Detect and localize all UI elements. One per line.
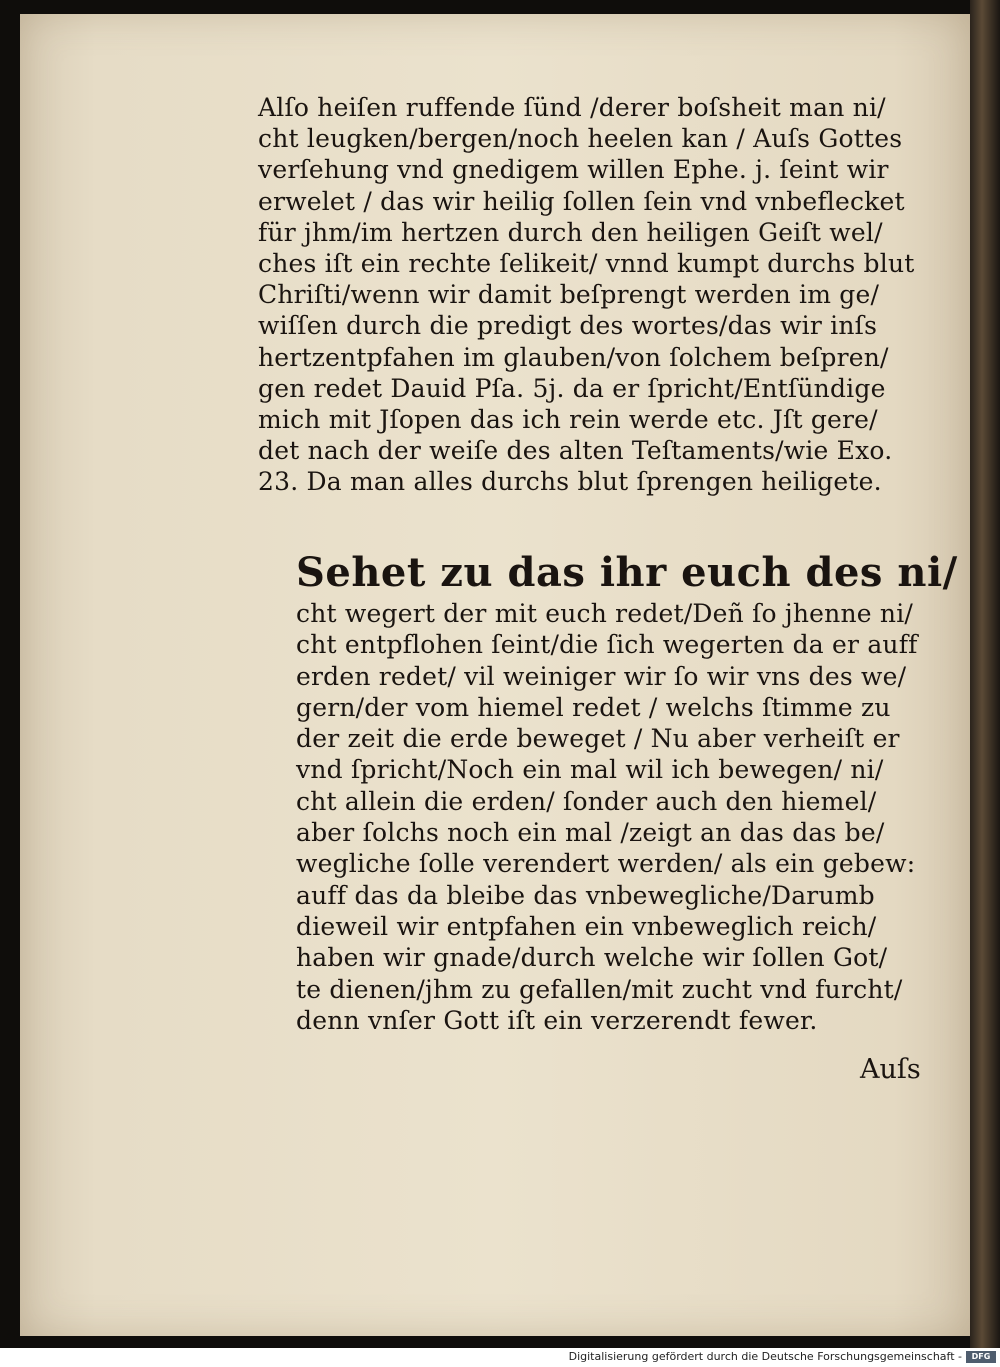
- catchword: Auſs: [860, 1054, 921, 1085]
- text-line: gern/der vom hiemel redet / welchs ſtimme zu: [296, 692, 891, 722]
- text-line: auff das da bleibe das vnbewegliche/Darumb: [296, 880, 875, 910]
- text-line: det nach der weiſe des alten Teſtaments/wie Exo.: [258, 436, 893, 466]
- text-line: wiſſen durch die predigt des wortes/das wir inſs: [258, 311, 878, 341]
- text-line: erwelet / das wir heilig ſollen ſein vnd vnbeflecket: [258, 186, 905, 216]
- text-line: te dienen/jhm zu gefallen/mit zucht vnd furcht/: [296, 974, 903, 1004]
- text-line: wegliche ſolle verendert werden/ als ein gebew:: [296, 849, 916, 879]
- page-edge: [970, 0, 1000, 1348]
- paragraph-2: [296, 548, 956, 1036]
- text-line: cht allein die erden/ ſonder auch den hiemel/: [296, 786, 877, 816]
- lead-line: Sehet zu das ihr euch des ni/: [296, 549, 958, 596]
- text-line: Alſo heiſen ruffende ſünd /derer boſsheit man ni/: [258, 93, 886, 122]
- text-line: cht entpflohen ſeint/die ſich wegerten da er auff: [296, 630, 918, 660]
- dfg-logo: DFG: [966, 1351, 996, 1363]
- text-line: Chriſti/wenn wir damit beſprengt werden im ge/: [258, 280, 880, 310]
- text-line: ches iſt ein rechte ſelikeit/ vnnd kumpt durchs blut: [258, 248, 915, 278]
- text-line: vnd ſpricht/Noch ein mal wil ich bewegen/ ni/: [296, 755, 884, 785]
- text-line: hertzentpfahen im glauben/von ſolchem beſpren/: [258, 342, 889, 372]
- text-line: für jhm/im hertzen durch den heiligen Geiſt wel/: [258, 217, 883, 247]
- text-line: der zeit die erde beweget / Nu aber verheiſt er: [296, 724, 900, 754]
- text-line: dieweil wir entpfahen ein vnbeweglich reich/: [296, 911, 877, 941]
- paragraph-1: [258, 92, 948, 497]
- footer-bar: [0, 1348, 1000, 1367]
- text-line: 23. Da man alles durchs blut ſprengen heiligete.: [258, 467, 882, 497]
- text-line: erden redet/ vil weiniger wir ſo wir vns des we/: [296, 661, 907, 691]
- funding-notice: Digitalisierung gefördert durch die Deutsche Forschungsgemeinschaft -: [568, 1350, 962, 1363]
- text-line: cht wegert der mit euch redet/Deñ ſo jhenne ni/: [296, 599, 914, 628]
- text-line: verſehung vnd gnedigem willen Ephe. j. ſeint wir: [258, 155, 889, 185]
- text-line: cht leugken/bergen/noch heelen kan / Auſs Gottes: [258, 124, 903, 154]
- text-line: gen redet Dauid Pſa. 5j. da er ſpricht/Entſündige: [258, 373, 886, 403]
- text-line: haben wir gnade/durch welche wir ſollen Got/: [296, 943, 888, 973]
- text-line: mich mit Jſopen das ich rein werde etc. Jſt gere/: [258, 404, 878, 434]
- text-line: aber ſolchs noch ein mal /zeigt an das das be/: [296, 818, 885, 848]
- text-line: denn vnſer Gott iſt ein verzerendt fewer.: [296, 1005, 818, 1035]
